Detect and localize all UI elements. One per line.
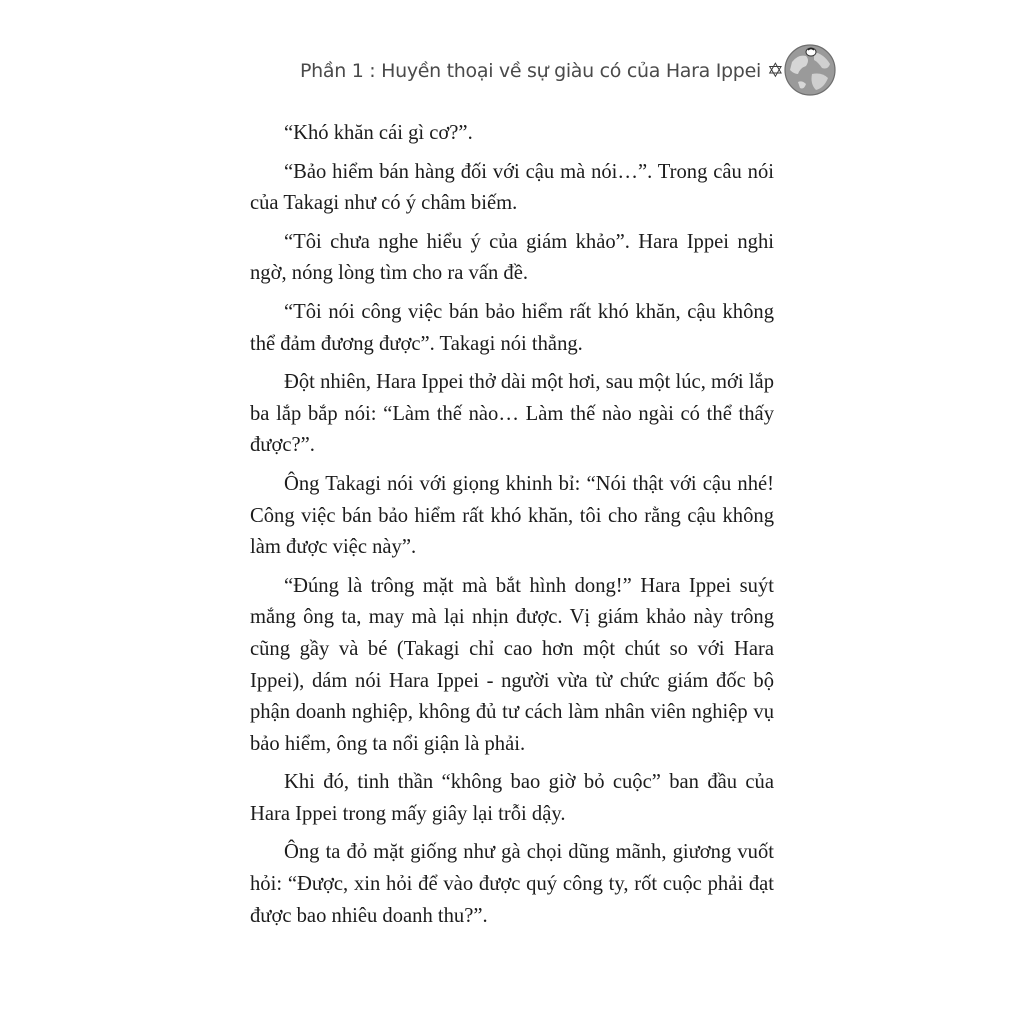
paragraph: Khi đó, tinh thần “không bao giờ bỏ cuộc” ban đầu của Hara Ippei trong mấy giây lại trỗi dậy.	[250, 771, 774, 825]
paragraph: Ông Takagi nói với giọng khinh bỉ: “Nói thật với cậu nhé! Công việc bán bảo hiểm rất khó khăn, tôi cho rằng cậu không làm được việc này”.	[250, 472, 774, 559]
paragraph: “Khó khăn cái gì cơ?”.	[284, 122, 473, 144]
paragraph: Ông ta đỏ mặt giống như gà chọi dũng mãnh, giương vuốt hỏi: “Được, xin hỏi để vào được quý công ty, rốt cuộc phải đạt được bao nhiêu doanh thu?”.	[250, 841, 774, 927]
body-text	[250, 118, 774, 939]
paragraph: “Đúng là trông mặt mà bắt hình dong!” Hara Ippei suýt mắng ông ta, may mà lại nhịn được. Vị giám khảo này trông cũng gầy và bé (Takagi chỉ cao hơn một chút so với Hara Ippei), dám nói Hara Ippei - người vừa từ chức giám đốc bộ phận doanh nghiệp, không đủ tư cách làm nhân viên nghiệp vụ bảo hiểm, ông ta nổi giận là phải.	[250, 574, 774, 755]
running-header	[300, 58, 784, 82]
running-title: Phần 1 : Huyền thoại về sự giàu có của Hara Ippei	[300, 60, 761, 82]
paragraph: “Bảo hiểm bán hàng đối với cậu mà nói…”. Trong câu nói của Takagi như có ý châm biếm.	[250, 160, 774, 215]
paragraph: “Tôi chưa nghe hiểu ý của giám khảo”. Hara Ippei nghi ngờ, nóng lòng tìm cho ra vấn đề.	[250, 230, 774, 285]
paragraph: Đột nhiên, Hara Ippei thở dài một hơi, sau một lúc, mới lắp ba lắp bắp nói: “Làm thế nào… Làm thế nào ngài có thể thấy được?”.	[250, 371, 774, 457]
star-of-david-icon: ✡	[766, 58, 784, 82]
globe-icon	[784, 44, 836, 96]
paragraph: “Tôi nói công việc bán bảo hiểm rất khó khăn, cậu không thể đảm đương được”. Takagi nói thẳng.	[250, 300, 774, 355]
